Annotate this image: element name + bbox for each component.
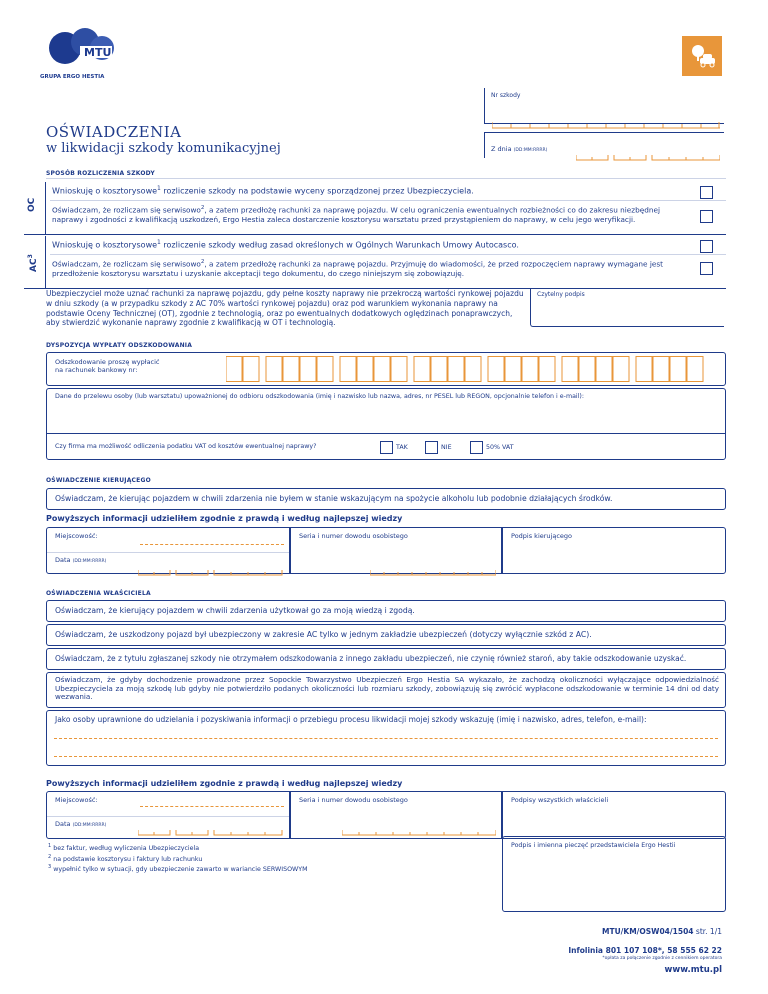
footnotes <box>48 843 308 875</box>
vat-50-checkbox[interactable] <box>470 441 483 454</box>
oc-ac-divider <box>24 234 726 235</box>
ac-row-1: Wnioskuję o kosztorysowe$^1$ rozliczenie szkody według zasad określonych w Ogólnych Warunkach Umowy Autocasco. <box>52 239 519 250</box>
driver-truth-note: Powyższych informacji udzieliłem zgodnie z prawdą i według najlepszej wiedzy <box>46 514 403 523</box>
driver-place-dashes <box>140 544 284 546</box>
driver-id-label: Seria i numer dowodu osobistego <box>299 532 408 540</box>
owner-statement-3: Oświadczam, że z tytułu zgłaszanej szkody nie otrzymałem odszkodowania z innego zakładu ubezpieczeń, nie czynię również staroń, aby takie odszkodowanie uzyskać. <box>55 654 687 663</box>
vat-no-label: NIE <box>441 444 452 451</box>
owner-sign-label: Podpisy wszystkich właścicieli <box>511 796 609 804</box>
footnote-1: $^1$ bez faktur, według wyliczenia Ubezpieczyciela <box>48 843 200 853</box>
owner-contacts-line-1 <box>54 738 718 739</box>
infoline: Infolinia 801 107 108*, 58 555 62 22 <box>568 946 722 955</box>
owner-date-segments <box>138 821 284 829</box>
account-label-2: na rachunek bankowy nr: <box>55 366 138 375</box>
driver-sign-box[interactable] <box>502 527 726 574</box>
oc-row-divider <box>50 200 726 201</box>
title-line-2: w likwidacji szkody komunikacyjnej <box>46 141 281 156</box>
owner-contacts-line-2 <box>54 756 718 757</box>
driver-date-label: Data <box>55 556 71 564</box>
driver-date-segments <box>138 561 284 569</box>
owner-place-label: Miejscowość: <box>55 796 98 804</box>
owner-statement-4-box <box>46 672 726 708</box>
claim-number-label: Nr szkody <box>491 92 521 99</box>
driver-id-segments <box>370 561 496 569</box>
ac-row-divider <box>50 254 726 255</box>
transfer-data-label: Dane do przelewu osoby (lub warsztatu) upoważnionej do odbioru odszkodowania (imię i nazwisko lub nazwa, adres, nr PESEL lub REGON, opcjonalnie telefon i e-mail): <box>55 393 585 400</box>
claim-number-segments <box>492 114 720 121</box>
ac-label: $AC^3$ <box>27 254 39 272</box>
oc-label: OC <box>27 197 37 212</box>
owner-statement-3-box <box>46 648 726 670</box>
ac-row-2: Oświadczam, że rozliczam się serwisowo$^2$, a zatem przedłożę rachunki za naprawę pojazdu. Przyjmuję do wiadomości, że przed rozpoczęciem naprawy wymagane jest przedłożenie kosztorysu warsztatu i uzyskanie akceptacji tego dokumentu, do czego niniejszym się zobowiązuję. <box>52 259 664 278</box>
document-title <box>46 123 281 156</box>
driver-sign-label: Podpis kierującego <box>511 532 573 540</box>
owner-statement-1: Oświadczam, że kierujący pojazdem w chwili zdarzenia użytkował go za moją wiedzą i zgodą. <box>55 606 415 615</box>
oc-row-2: Oświadczam, że rozliczam się serwisowo$^2$, a zatem przedłożę rachunki za naprawę pojazdu. W celu ograniczenia ewentualnych rozbieżności co do zakresu niezbędnej naprawy i zgodności z kwalifikacją uszkodzeń, Ergo Hestia zaleca dostarczenie kosztorysu warsztatu przed przystąpieniem do naprawy, w celu jego weryfikacji. <box>52 205 661 224</box>
representative-stamp-box[interactable] <box>502 836 726 912</box>
oc-row-1: Wnioskuję o kosztorysowe$^1$ rozliczenie szkody na podstawie wyceny sporządzonej przez Ubezpieczyciela. <box>52 185 474 196</box>
footnote-3: $^3$ wypełnić tylko w sytuacji, gdy ubezpieczenie zawarto w wariancie SERWISOWYM <box>48 864 308 874</box>
owner-statement-2-box <box>46 624 726 646</box>
bank-account-digits[interactable] <box>226 356 722 382</box>
oc-estimate-checkbox[interactable] <box>700 186 713 199</box>
owner-place-dashes <box>140 806 284 808</box>
owner-statement-5: Jako osoby uprawnione do udzielania i pozyskiwania informacji o przebiegu procesu likwidacji mojej szkody wskazuję (imię i nazwisko, adres, telefon, e-mail): <box>55 715 647 724</box>
vat-yes-checkbox[interactable] <box>380 441 393 454</box>
insurer-note: Ubezpieczyciel może uznać rachunki za naprawę pojazdu, gdy pełne koszty naprawy nie przekroczą wartości rynkowej pojazdu w dniu szkody (a w przypadku szkody z AC 70% wartości rynkowej pojazdu) oraz pod warunkiem wykonania naprawy na podstawie Oceny Technicznej (OT), zgodnie z technologią, oraz po ewentualnych dodatkowych oględzinach ponaprawczych, aby stwierdzić wykonanie naprawy zgodnie z kwalifikacją w OT i technologią. <box>46 289 524 328</box>
signature-box[interactable] <box>530 289 724 327</box>
vat-question: Czy firma ma możliwość odliczenia podatku VAT od kosztów ewentualnej naprawy? <box>55 443 317 450</box>
owner-id-segments <box>342 821 496 829</box>
driver-place-label: Miejscowość: <box>55 532 98 540</box>
svg-text:MTU: MTU <box>84 46 112 59</box>
owner-truth-note: Powyższych informacji udzieliłem zgodnie z prawdą i według najlepszej wiedzy <box>46 779 403 788</box>
title-line-1: OŚWIADCZENIA <box>46 123 182 141</box>
owner-place-divider <box>47 816 289 817</box>
owner-sign-box[interactable] <box>502 791 726 839</box>
owner-statement-1-box <box>46 600 726 622</box>
footnote-2: $^2$ na podstawie kosztorysu i faktury lub rachunku <box>48 853 203 863</box>
driver-place-divider <box>47 552 289 553</box>
owner-section-title: OŚWIADCZENIA WŁAŚCICIELA <box>46 590 151 597</box>
vat-yes-label: TAK <box>396 444 408 451</box>
owner-id-label: Seria i numer dowodu osobistego <box>299 796 408 804</box>
car-accident-icon <box>682 36 722 76</box>
driver-statement-box <box>46 488 726 510</box>
settlement-divider <box>46 178 726 179</box>
vat-no-checkbox[interactable] <box>425 441 438 454</box>
owner-statement-2: Oświadczam, że uszkodzony pojazd był ubezpieczony w zakresie AC tylko w jednym zakładzie ubezpieczeń (dotyczy wyłącznie szkód z AC). <box>55 630 592 639</box>
owner-date-format: (DD:MM:RRRR) <box>72 823 107 828</box>
oc-service-checkbox[interactable] <box>700 210 713 223</box>
representative-stamp-label: Podpis i imienna pieczęć przedstawiciela Ergo Hestii <box>511 842 676 849</box>
date-format: (DD:MM:RRRR) <box>513 148 548 153</box>
driver-date-format: (DD:MM:RRRR) <box>72 559 107 564</box>
signature-label: Czytelny podpis <box>537 291 585 298</box>
website-link[interactable]: www.mtu.pl <box>664 965 722 975</box>
document-code: MTU/KM/OSW04/1504 str. 1/1 <box>601 927 722 936</box>
ac-estimate-checkbox[interactable] <box>700 240 713 253</box>
company-logo <box>40 28 130 78</box>
date-label: Z dnia <box>491 145 512 153</box>
ac-service-checkbox[interactable] <box>700 262 713 275</box>
settlement-section-title: SPOSÓB ROZLICZENIA SZKODY <box>46 170 155 177</box>
driver-statement: Oświadczam, że kierując pojazdem w chwili zdarzenia nie byłem w stanie wskazującym na spożycie alkoholu lub podobnie działających środków. <box>55 494 613 503</box>
owner-date-label: Data <box>55 820 71 828</box>
logo-group-text: GRUPA ERGO HESTIA <box>40 74 105 80</box>
account-label-1: Odszkodowanie proszę wypłacić <box>55 358 160 366</box>
call-fee-note: *opłata za połączenie zgodnie z cennikiem operatora <box>602 956 722 961</box>
owner-statement-4: Oświadczam, że gdyby dochodzenie prowadzone przez Sopockie Towarzystwo Ubezpieczeń Ergo Hestia SA wykazało, że zachodzą okoliczności wyłączające odpowiedzialność Ubezpieczyciela za moją szkodę lub gdyby nie potwierdziło podanych okoliczności lub rozmiaru szkody, zobowiązuję się zwrócić wypłacone odszkodowanie w terminie 14 dni od daty wezwania. <box>55 675 719 702</box>
vat-divider <box>47 433 725 434</box>
vat-50-label: 50% VAT <box>486 444 514 451</box>
driver-section-title: OŚWIADCZENIE KIERUJĄCEGO <box>46 477 151 484</box>
date-segments <box>576 146 720 154</box>
payout-section-title: DYSPOZYCJA WYPŁATY ODSZKODOWANIA <box>46 342 193 349</box>
